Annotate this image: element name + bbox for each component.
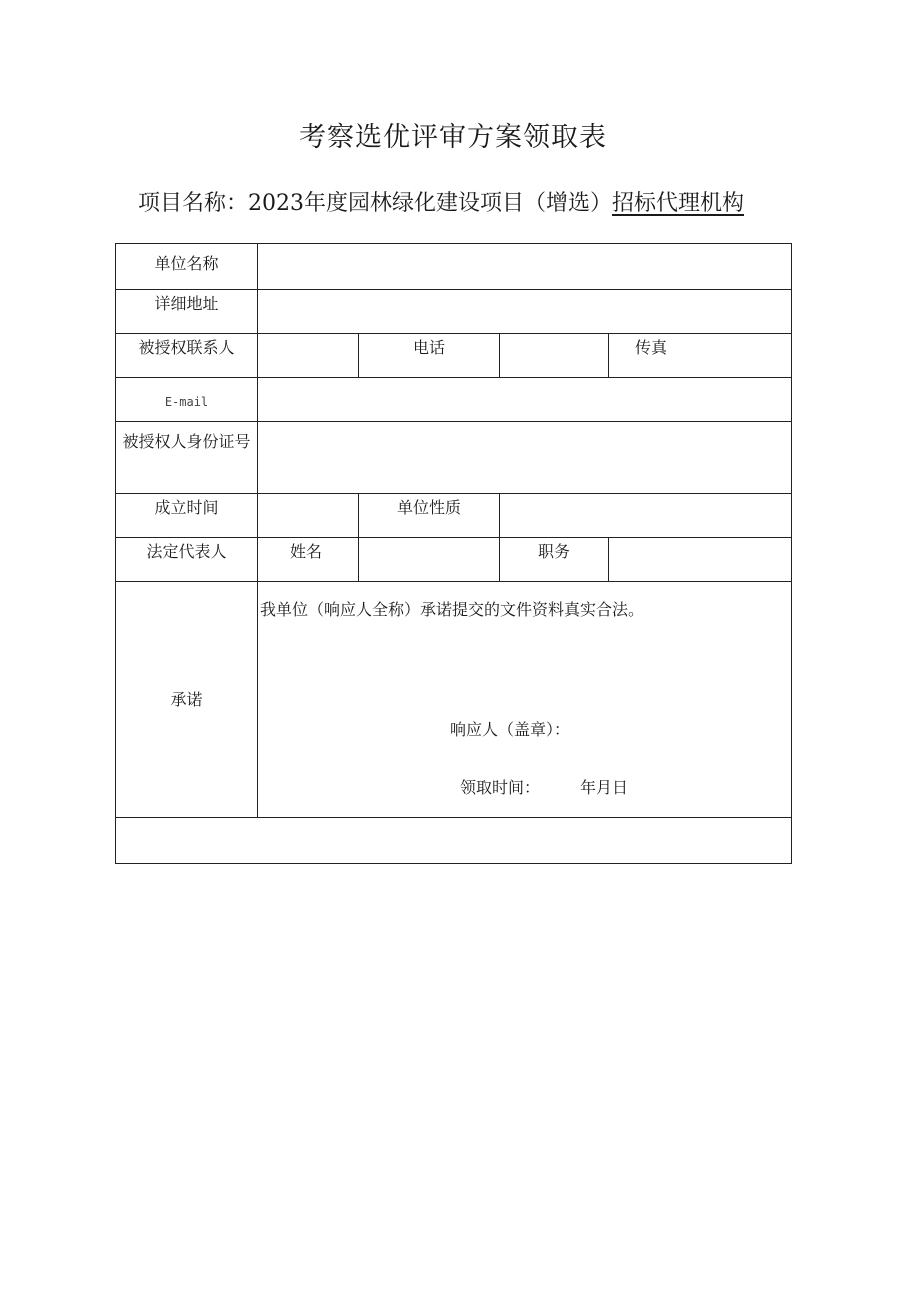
row-unit-name (116, 244, 792, 290)
field-address[interactable] (258, 290, 792, 334)
pledge-text: 我单位（响应人全称）承诺提交的文件资料真实合法。 (260, 600, 645, 619)
label-address: 详细地址 (116, 290, 258, 334)
label-pledge: 承诺 (116, 582, 258, 818)
field-blank[interactable] (116, 818, 792, 864)
label-id-number: 被授权人身份证号 (116, 422, 258, 494)
field-email[interactable] (258, 378, 792, 422)
field-name[interactable] (359, 538, 500, 582)
project-name: 2023年度园林绿化建设项目（增选） (248, 191, 613, 216)
row-contact (116, 334, 792, 378)
row-established (116, 494, 792, 538)
field-unit-nature[interactable] (500, 494, 792, 538)
receive-time-label: 领取时间： (460, 778, 541, 797)
label-phone: 电话 (359, 334, 500, 378)
date-suffix: 年月日 (580, 778, 629, 797)
pledge-cell (258, 582, 792, 818)
field-established[interactable] (258, 494, 359, 538)
label-email: E-mail (116, 378, 258, 422)
signature-label: 响应人（盖章）： (450, 720, 571, 739)
row-id-number (116, 422, 792, 494)
row-legal-rep (116, 538, 792, 582)
application-form-table (115, 243, 792, 864)
field-position[interactable] (609, 538, 792, 582)
label-fax: 传真 (609, 334, 792, 378)
label-legal-rep: 法定代表人 (116, 538, 258, 582)
receive-time (460, 776, 628, 800)
row-blank (116, 818, 792, 864)
label-position: 职务 (500, 538, 609, 582)
row-pledge (116, 582, 792, 818)
row-address (116, 290, 792, 334)
project-line (138, 186, 744, 222)
field-unit-name[interactable] (258, 244, 792, 290)
field-id-number[interactable] (258, 422, 792, 494)
project-role: 招标代理机构 (612, 191, 745, 216)
project-label: 项目名称： (138, 191, 249, 216)
page-title: 考察选优评审方案领取表 (299, 122, 607, 153)
row-email (116, 378, 792, 422)
field-phone[interactable] (500, 334, 609, 378)
label-contact: 被授权联系人 (116, 334, 258, 378)
label-name: 姓名 (258, 538, 359, 582)
label-unit-name: 单位名称 (116, 244, 258, 290)
label-established: 成立时间 (116, 494, 258, 538)
label-unit-nature: 单位性质 (359, 494, 500, 538)
field-contact[interactable] (258, 334, 359, 378)
